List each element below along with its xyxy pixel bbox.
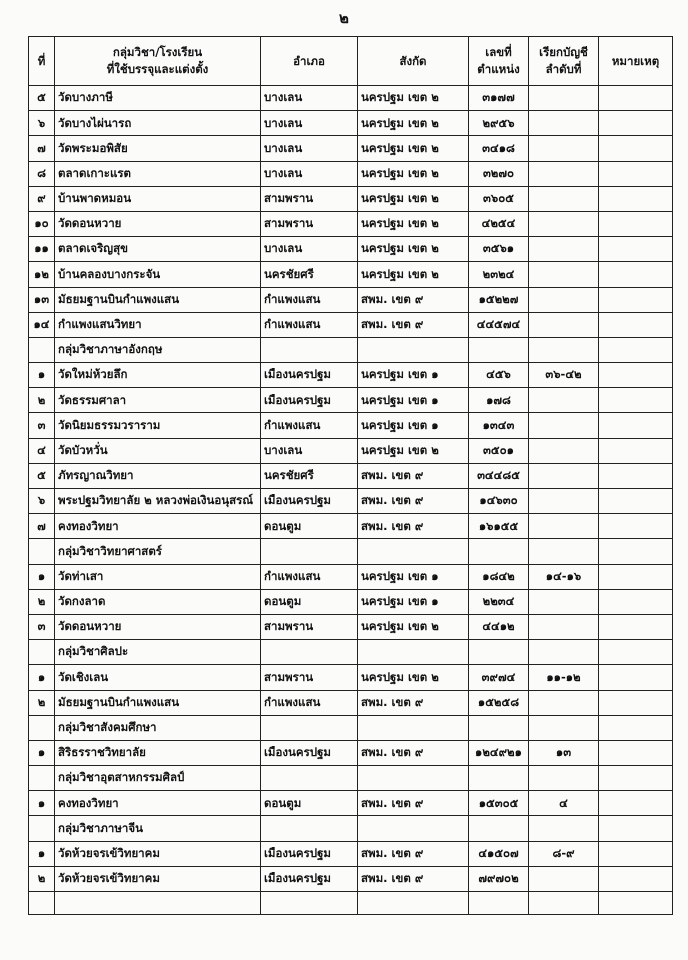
affiliation-cell bbox=[358, 892, 469, 915]
affiliation-cell: นครปฐม เขต ๑ bbox=[358, 413, 469, 438]
group-row bbox=[29, 640, 673, 665]
affiliation-cell: นครปฐม เขต ๒ bbox=[358, 438, 469, 463]
row-no-cell: ๑๓ bbox=[29, 287, 55, 312]
table-body bbox=[29, 86, 673, 915]
affiliation-cell: นครปฐม เขต ๒ bbox=[358, 614, 469, 639]
row-no-cell bbox=[29, 715, 55, 740]
school-cell: วัดเชิงเลน bbox=[55, 665, 261, 690]
row-no-cell: ๕ bbox=[29, 463, 55, 488]
school-cell: วัดบัวหวั่น bbox=[55, 438, 261, 463]
row-no-cell bbox=[29, 640, 55, 665]
remark-cell bbox=[599, 262, 673, 287]
affiliation-cell: นครปฐม เขต ๒ bbox=[358, 86, 469, 111]
rank-cell: ๓๖-๔๒ bbox=[529, 363, 599, 388]
header-school bbox=[55, 37, 261, 86]
district-cell: สามพราน bbox=[261, 186, 358, 211]
affiliation-cell: นครปฐม เขต ๑ bbox=[358, 363, 469, 388]
affiliation-cell: สพม. เขต ๙ bbox=[358, 489, 469, 514]
school-cell: คงทองวิทยา bbox=[55, 791, 261, 816]
affiliation-cell: นครปฐม เขต ๑ bbox=[358, 388, 469, 413]
row-no-cell: ๑๐ bbox=[29, 211, 55, 236]
district-cell bbox=[261, 892, 358, 915]
position-cell bbox=[469, 640, 529, 665]
affiliation-cell: สพม. เขต ๙ bbox=[358, 312, 469, 337]
school-cell: วัดบางภาษี bbox=[55, 86, 261, 111]
rank-cell bbox=[529, 161, 599, 186]
rank-cell: ๘-๙ bbox=[529, 841, 599, 866]
header-district: อำเภอ bbox=[261, 37, 358, 86]
table-row bbox=[29, 514, 673, 539]
header-rank-line1: เรียกบัญชี bbox=[539, 45, 588, 60]
school-cell: มัธยมฐานบินกำแพงแสน bbox=[55, 690, 261, 715]
affiliation-cell: นครปฐม เขต ๒ bbox=[358, 161, 469, 186]
district-cell: สามพราน bbox=[261, 665, 358, 690]
remark-cell bbox=[599, 614, 673, 639]
remark-cell bbox=[599, 539, 673, 564]
remark-cell bbox=[599, 463, 673, 488]
district-cell: บางเลน bbox=[261, 86, 358, 111]
district-cell: เมืองนครปฐม bbox=[261, 489, 358, 514]
school-cell: บ้านพาดหมอน bbox=[55, 186, 261, 211]
row-no-cell: ๕ bbox=[29, 86, 55, 111]
table-row bbox=[29, 589, 673, 614]
rank-cell bbox=[529, 287, 599, 312]
school-cell: วัดพระมอพิสัย bbox=[55, 136, 261, 161]
table-row bbox=[29, 363, 673, 388]
row-no-cell: ๑ bbox=[29, 564, 55, 589]
position-cell: ๓๕๖๑ bbox=[469, 237, 529, 262]
district-cell bbox=[261, 640, 358, 665]
district-cell: เมืองนครปฐม bbox=[261, 841, 358, 866]
school-cell bbox=[55, 892, 261, 915]
district-cell bbox=[261, 337, 358, 362]
row-no-cell: ๔ bbox=[29, 438, 55, 463]
table-row bbox=[29, 614, 673, 639]
row-no-cell: ๒ bbox=[29, 866, 55, 891]
district-cell: ดอนตูม bbox=[261, 791, 358, 816]
remark-cell bbox=[599, 287, 673, 312]
position-cell bbox=[469, 892, 529, 915]
school-cell: วัดธรรมศาลา bbox=[55, 388, 261, 413]
blank-row bbox=[29, 892, 673, 915]
table-row bbox=[29, 740, 673, 765]
header-school-line1: กลุ่มวิชา/โรงเรียน bbox=[112, 45, 203, 60]
table-row bbox=[29, 136, 673, 161]
row-no-cell: ๑ bbox=[29, 740, 55, 765]
remark-cell bbox=[599, 161, 673, 186]
position-cell: ๔๕๖ bbox=[469, 363, 529, 388]
remark-cell bbox=[599, 589, 673, 614]
remark-cell bbox=[599, 564, 673, 589]
remark-cell bbox=[599, 690, 673, 715]
table-row bbox=[29, 690, 673, 715]
school-cell: ตลาดเจริญสุข bbox=[55, 237, 261, 262]
row-no-cell: ๒ bbox=[29, 388, 55, 413]
row-no-cell: ๓ bbox=[29, 413, 55, 438]
district-cell bbox=[261, 766, 358, 791]
district-cell: บางเลน bbox=[261, 111, 358, 136]
school-cell: สิริธรราชวิทยาลัย bbox=[55, 740, 261, 765]
school-cell: วัดท่าเสา bbox=[55, 564, 261, 589]
rank-cell bbox=[529, 413, 599, 438]
district-cell: กำแพงแสน bbox=[261, 413, 358, 438]
table-row bbox=[29, 489, 673, 514]
affiliation-cell: นครปฐม เขต ๒ bbox=[358, 262, 469, 287]
table-row bbox=[29, 791, 673, 816]
rank-cell bbox=[529, 766, 599, 791]
remark-cell bbox=[599, 665, 673, 690]
row-no-cell: ๑ bbox=[29, 665, 55, 690]
rank-cell bbox=[529, 866, 599, 891]
remark-cell bbox=[599, 715, 673, 740]
rank-cell bbox=[529, 514, 599, 539]
school-cell: กำแพงแสนวิทยา bbox=[55, 312, 261, 337]
group-label: กลุ่มวิชาภาษาอังกฤษ bbox=[55, 337, 261, 362]
remark-cell bbox=[599, 211, 673, 236]
remark-cell bbox=[599, 312, 673, 337]
affiliation-cell bbox=[358, 766, 469, 791]
row-no-cell: ๖ bbox=[29, 489, 55, 514]
position-cell bbox=[469, 715, 529, 740]
school-cell: บ้านคลองบางกระจัน bbox=[55, 262, 261, 287]
table-row bbox=[29, 564, 673, 589]
school-cell: วัดกงลาด bbox=[55, 589, 261, 614]
position-cell bbox=[469, 766, 529, 791]
table-header bbox=[29, 37, 673, 86]
position-cell: ๓๙๗๔ bbox=[469, 665, 529, 690]
district-cell: ดอนตูม bbox=[261, 589, 358, 614]
rank-cell bbox=[529, 262, 599, 287]
remark-cell bbox=[599, 388, 673, 413]
school-cell: ภัทรญาณวิทยา bbox=[55, 463, 261, 488]
header-remark: หมายเหตุ bbox=[599, 37, 673, 86]
district-cell: บางเลน bbox=[261, 237, 358, 262]
affiliation-cell: สพม. เขต ๙ bbox=[358, 740, 469, 765]
position-cell: ๑๖๑๕๕ bbox=[469, 514, 529, 539]
table-row bbox=[29, 287, 673, 312]
affiliation-cell: นครปฐม เขต ๒ bbox=[358, 211, 469, 236]
remark-cell bbox=[599, 766, 673, 791]
affiliation-cell: สพม. เขต ๙ bbox=[358, 690, 469, 715]
table-row bbox=[29, 388, 673, 413]
school-cell: วัดบางไผ่นารถ bbox=[55, 111, 261, 136]
header-rank bbox=[529, 37, 599, 86]
rank-cell bbox=[529, 312, 599, 337]
affiliation-cell: นครปฐม เขต ๒ bbox=[358, 136, 469, 161]
row-no-cell: ๑๒ bbox=[29, 262, 55, 287]
district-cell: เมืองนครปฐม bbox=[261, 363, 358, 388]
remark-cell bbox=[599, 841, 673, 866]
position-cell: ๔๑๕๐๗ bbox=[469, 841, 529, 866]
table-row bbox=[29, 111, 673, 136]
rank-cell bbox=[529, 640, 599, 665]
affiliation-cell: นครปฐม เขต ๒ bbox=[358, 237, 469, 262]
remark-cell bbox=[599, 337, 673, 362]
remark-cell bbox=[599, 136, 673, 161]
position-cell: ๒๙๕๖ bbox=[469, 111, 529, 136]
rank-cell bbox=[529, 614, 599, 639]
district-cell: นครชัยศรี bbox=[261, 262, 358, 287]
affiliation-cell: นครปฐม เขต ๑ bbox=[358, 564, 469, 589]
affiliation-cell: นครปฐม เขต ๒ bbox=[358, 111, 469, 136]
rank-cell bbox=[529, 892, 599, 915]
row-no-cell bbox=[29, 892, 55, 915]
group-label: กลุ่มวิชาภาษาจีน bbox=[55, 816, 261, 841]
district-cell: บางเลน bbox=[261, 438, 358, 463]
district-cell bbox=[261, 816, 358, 841]
table-row bbox=[29, 312, 673, 337]
district-cell: เมืองนครปฐม bbox=[261, 866, 358, 891]
rank-cell bbox=[529, 715, 599, 740]
group-label: กลุ่มวิชาศิลปะ bbox=[55, 640, 261, 665]
table-row bbox=[29, 665, 673, 690]
affiliation-cell: นครปฐม เขต ๒ bbox=[358, 665, 469, 690]
position-cell: ๔๔๑๒ bbox=[469, 614, 529, 639]
affiliation-cell bbox=[358, 816, 469, 841]
row-no-cell bbox=[29, 539, 55, 564]
district-cell bbox=[261, 715, 358, 740]
district-cell: เมืองนครปฐม bbox=[261, 388, 358, 413]
position-cell: ๑๔๖๓๐ bbox=[469, 489, 529, 514]
affiliation-cell: สพม. เขต ๙ bbox=[358, 287, 469, 312]
table-row bbox=[29, 413, 673, 438]
row-no-cell: ๖ bbox=[29, 111, 55, 136]
position-cell: ๑๗๘ bbox=[469, 388, 529, 413]
position-cell: ๑๒๔๙๒๑ bbox=[469, 740, 529, 765]
position-cell: ๑๕๒๕๘ bbox=[469, 690, 529, 715]
remark-cell bbox=[599, 489, 673, 514]
remark-cell bbox=[599, 86, 673, 111]
district-cell: สามพราน bbox=[261, 614, 358, 639]
position-cell: ๑๕๓๐๕ bbox=[469, 791, 529, 816]
remark-cell bbox=[599, 791, 673, 816]
affiliation-cell: สพม. เขต ๙ bbox=[358, 841, 469, 866]
rank-cell: ๑๑-๑๒ bbox=[529, 665, 599, 690]
district-cell: สามพราน bbox=[261, 211, 358, 236]
rank-cell bbox=[529, 489, 599, 514]
position-cell: ๓๑๗๗ bbox=[469, 86, 529, 111]
position-cell: ๒๒๓๔ bbox=[469, 589, 529, 614]
district-cell: บางเลน bbox=[261, 136, 358, 161]
position-cell: ๔๒๕๔ bbox=[469, 211, 529, 236]
header-position bbox=[469, 37, 529, 86]
position-cell: ๑๓๔๓ bbox=[469, 413, 529, 438]
district-cell: นครชัยศรี bbox=[261, 463, 358, 488]
remark-cell bbox=[599, 816, 673, 841]
district-cell: กำแพงแสน bbox=[261, 564, 358, 589]
school-cell: วัดใหม่ห้วยลึก bbox=[55, 363, 261, 388]
affiliation-cell: สพม. เขต ๙ bbox=[358, 514, 469, 539]
position-cell: ๓๒๗๐ bbox=[469, 161, 529, 186]
position-cell: ๗๙๗๐๒ bbox=[469, 866, 529, 891]
header-position-line1: เลขที่ bbox=[485, 45, 512, 60]
affiliation-cell bbox=[358, 715, 469, 740]
row-no-cell: ๑ bbox=[29, 841, 55, 866]
rank-cell bbox=[529, 86, 599, 111]
header-school-line2: ที่ใช้บรรจุและแต่งตั้ง bbox=[106, 62, 209, 76]
remark-cell bbox=[599, 740, 673, 765]
position-cell: ๑๘๔๒ bbox=[469, 564, 529, 589]
rank-cell bbox=[529, 388, 599, 413]
row-no-cell: ๑๑ bbox=[29, 237, 55, 262]
school-cell: ตลาดเกาะแรต bbox=[55, 161, 261, 186]
row-no-cell: ๙ bbox=[29, 186, 55, 211]
row-no-cell: ๗ bbox=[29, 514, 55, 539]
school-cell: วัดดอนหวาย bbox=[55, 614, 261, 639]
group-row bbox=[29, 816, 673, 841]
table-row bbox=[29, 237, 673, 262]
rank-cell bbox=[529, 337, 599, 362]
district-cell: เมืองนครปฐม bbox=[261, 740, 358, 765]
table-row bbox=[29, 262, 673, 287]
rank-cell bbox=[529, 816, 599, 841]
row-no-cell: ๓ bbox=[29, 614, 55, 639]
row-no-cell: ๗ bbox=[29, 136, 55, 161]
position-cell bbox=[469, 539, 529, 564]
group-row bbox=[29, 715, 673, 740]
affiliation-cell: สพม. เขต ๙ bbox=[358, 791, 469, 816]
affiliation-cell bbox=[358, 640, 469, 665]
header-affiliation: สังกัด bbox=[358, 37, 469, 86]
row-no-cell: ๒ bbox=[29, 589, 55, 614]
remark-cell bbox=[599, 186, 673, 211]
affiliation-cell: นครปฐม เขต ๒ bbox=[358, 186, 469, 211]
position-cell: ๓๔๔๘๕ bbox=[469, 463, 529, 488]
table-row bbox=[29, 211, 673, 236]
header-position-line2: ตำแหน่ง bbox=[477, 62, 520, 76]
rank-cell bbox=[529, 539, 599, 564]
school-cell: วัดดอนหวาย bbox=[55, 211, 261, 236]
rank-cell: ๑๔-๑๖ bbox=[529, 564, 599, 589]
affiliation-cell: นครปฐม เขต ๑ bbox=[358, 589, 469, 614]
school-cell: คงทองวิทยา bbox=[55, 514, 261, 539]
appointment-table bbox=[28, 36, 673, 915]
row-no-cell bbox=[29, 816, 55, 841]
row-no-cell bbox=[29, 766, 55, 791]
group-label: กลุ่มวิชาสังคมศึกษา bbox=[55, 715, 261, 740]
position-cell bbox=[469, 816, 529, 841]
remark-cell bbox=[599, 438, 673, 463]
rank-cell bbox=[529, 186, 599, 211]
school-cell: วัดนิยมธรรมวราราม bbox=[55, 413, 261, 438]
position-cell: ๒๓๒๔ bbox=[469, 262, 529, 287]
row-no-cell bbox=[29, 337, 55, 362]
group-row bbox=[29, 766, 673, 791]
table-row bbox=[29, 463, 673, 488]
remark-cell bbox=[599, 866, 673, 891]
group-row bbox=[29, 337, 673, 362]
remark-cell bbox=[599, 640, 673, 665]
district-cell: ดอนตูม bbox=[261, 514, 358, 539]
school-cell: มัธยมฐานบินกำแพงแสน bbox=[55, 287, 261, 312]
remark-cell bbox=[599, 514, 673, 539]
affiliation-cell bbox=[358, 539, 469, 564]
affiliation-cell bbox=[358, 337, 469, 362]
row-no-cell: ๘ bbox=[29, 161, 55, 186]
row-no-cell: ๑ bbox=[29, 791, 55, 816]
header-rank-line2: ลำดับที่ bbox=[545, 62, 582, 76]
remark-cell bbox=[599, 413, 673, 438]
row-no-cell: ๑๔ bbox=[29, 312, 55, 337]
district-cell bbox=[261, 539, 358, 564]
header-no: ที่ bbox=[29, 37, 55, 86]
position-cell: ๓๔๑๘ bbox=[469, 136, 529, 161]
rank-cell: ๑๓ bbox=[529, 740, 599, 765]
district-cell: กำแพงแสน bbox=[261, 287, 358, 312]
rank-cell bbox=[529, 136, 599, 161]
rank-cell bbox=[529, 463, 599, 488]
table-row bbox=[29, 186, 673, 211]
table-row bbox=[29, 161, 673, 186]
position-cell: ๓๖๐๕ bbox=[469, 186, 529, 211]
remark-cell bbox=[599, 892, 673, 915]
district-cell: บางเลน bbox=[261, 161, 358, 186]
affiliation-cell: สพม. เขต ๙ bbox=[358, 463, 469, 488]
rank-cell bbox=[529, 589, 599, 614]
table-row bbox=[29, 841, 673, 866]
remark-cell bbox=[599, 363, 673, 388]
position-cell: ๔๔๕๗๔ bbox=[469, 312, 529, 337]
remark-cell bbox=[599, 237, 673, 262]
rank-cell bbox=[529, 111, 599, 136]
row-no-cell: ๑ bbox=[29, 363, 55, 388]
district-cell: กำแพงแสน bbox=[261, 690, 358, 715]
school-cell: วัดห้วยจรเข้วิทยาคม bbox=[55, 866, 261, 891]
school-cell: พระปฐมวิทยาลัย ๒ หลวงพ่อเงินอนุสรณ์ bbox=[55, 489, 261, 514]
group-label: กลุ่มวิชาอุตสาหกรรมศิลป์ bbox=[55, 766, 261, 791]
position-cell: ๓๕๐๑ bbox=[469, 438, 529, 463]
position-cell: ๑๕๒๒๗ bbox=[469, 287, 529, 312]
affiliation-cell: สพม. เขต ๙ bbox=[358, 866, 469, 891]
table-row bbox=[29, 438, 673, 463]
district-cell: กำแพงแสน bbox=[261, 312, 358, 337]
page-number: ๒ bbox=[339, 9, 349, 27]
rank-cell bbox=[529, 211, 599, 236]
row-no-cell: ๒ bbox=[29, 690, 55, 715]
table-row bbox=[29, 866, 673, 891]
rank-cell: ๔ bbox=[529, 791, 599, 816]
group-row bbox=[29, 539, 673, 564]
rank-cell bbox=[529, 690, 599, 715]
remark-cell bbox=[599, 111, 673, 136]
group-label: กลุ่มวิชาวิทยาศาสตร์ bbox=[55, 539, 261, 564]
school-cell: วัดห้วยจรเข้วิทยาคม bbox=[55, 841, 261, 866]
position-cell bbox=[469, 337, 529, 362]
table-row bbox=[29, 86, 673, 111]
rank-cell bbox=[529, 237, 599, 262]
rank-cell bbox=[529, 438, 599, 463]
